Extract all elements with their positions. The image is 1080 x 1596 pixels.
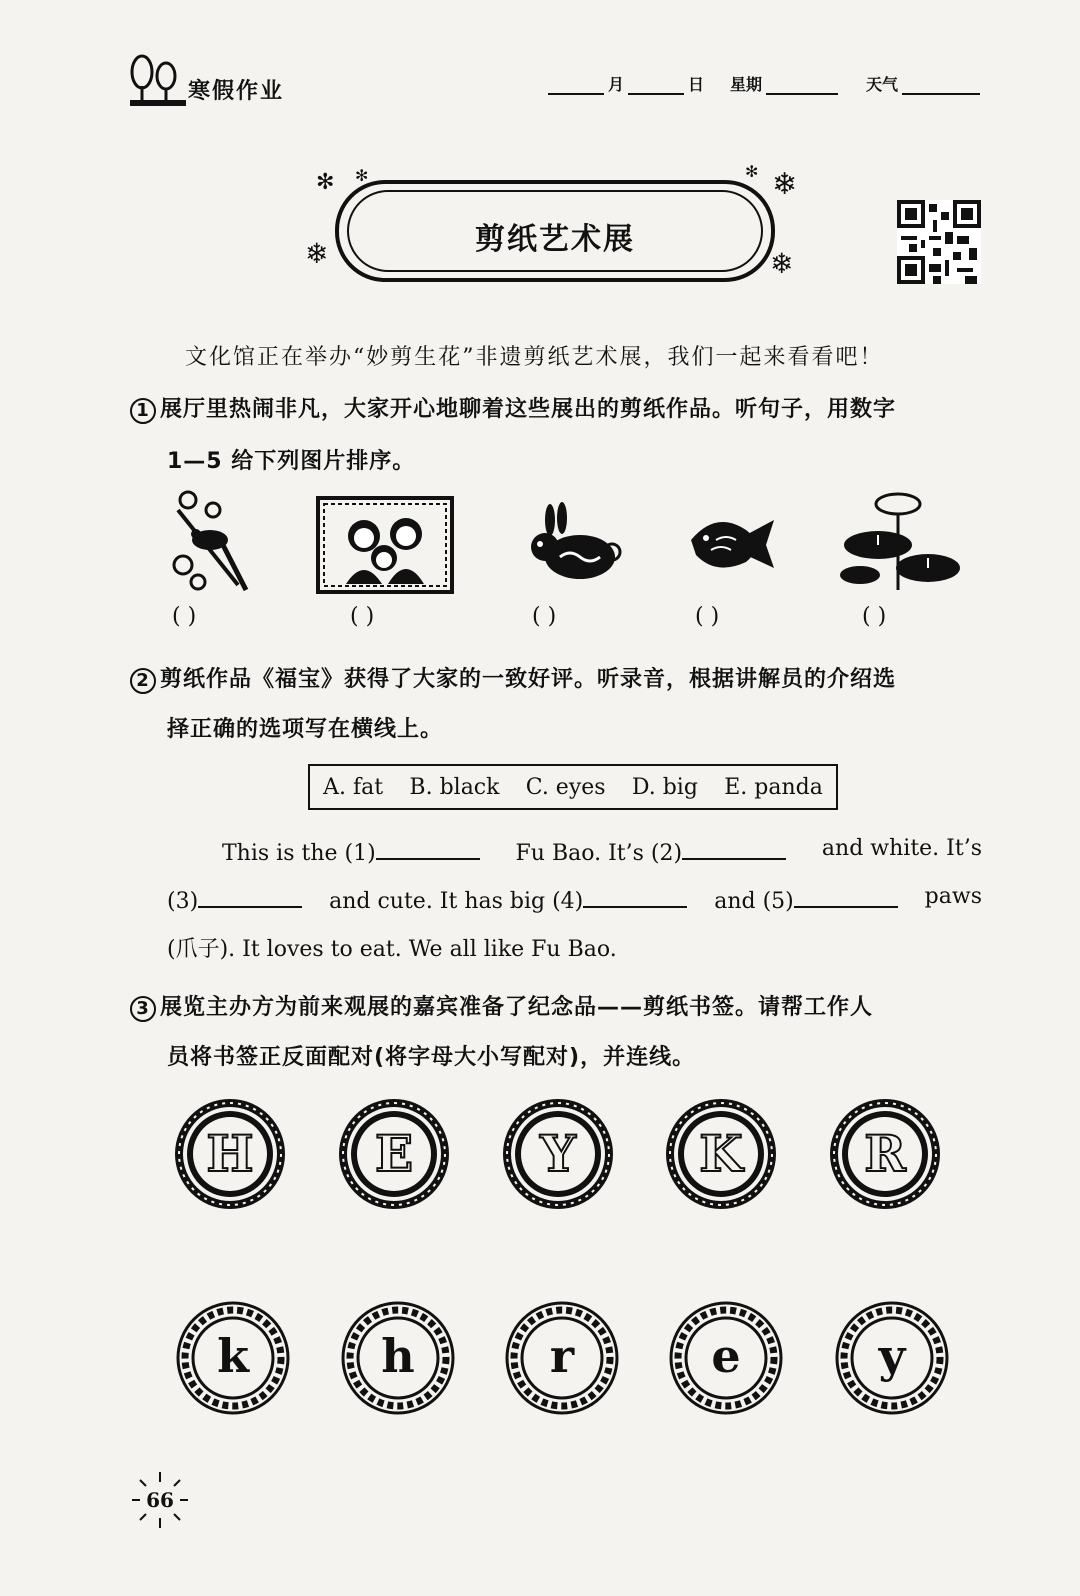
blank-2[interactable] (682, 836, 786, 860)
date-weather-line (548, 72, 980, 95)
q3-instruction-1: 展览主办方为前来观展的嘉宾准备了纪念品——剪纸书签。请帮工作人 (160, 995, 874, 1020)
q1-line1 (130, 392, 896, 424)
lower-letter-bookmark[interactable] (504, 1300, 620, 1416)
q2-number-badge: 2 (130, 668, 156, 694)
story-text: Fu Bao. It’s (2) (515, 841, 683, 866)
q1-answer-paren-3[interactable]: ( ) (532, 604, 557, 629)
page-title: 剪纸艺术展 (475, 222, 635, 257)
snowflake-icon: ❄ (770, 247, 794, 280)
bookmark-letter: Y (540, 1124, 576, 1183)
intro-text: 文化馆正在举办“妙剪生花”非遗剪纸艺术展，我们一起来看看吧！ (185, 345, 884, 370)
story-text: (3) (167, 889, 199, 914)
story-line-2 (167, 884, 982, 914)
lower-letter-bookmark[interactable] (834, 1300, 950, 1416)
bookmark-letter: h (381, 1329, 415, 1383)
story-text: and white. It’s (821, 836, 982, 861)
option-c: C. eyes (525, 774, 606, 800)
snowflake-icon: ❄ (772, 167, 798, 202)
day-blank (628, 75, 684, 95)
q2-instruction-2: 择正确的选项写在横线上。 (167, 717, 444, 742)
snowflake-icon: ❄ (305, 237, 329, 270)
upper-letter-bookmark[interactable] (663, 1096, 779, 1212)
weekday-label: 星期 (729, 75, 762, 94)
blank-5[interactable] (794, 884, 898, 908)
blank-3[interactable] (198, 884, 302, 908)
bookmark-letter: H (206, 1124, 254, 1183)
page-number: 66 (146, 1488, 174, 1512)
bookmark-letter: K (699, 1124, 743, 1183)
q1-number-badge: 1 (130, 398, 156, 424)
series-logo (128, 50, 328, 112)
option-d: D. big (631, 774, 698, 800)
lotus-papercut-picture (838, 490, 962, 594)
snowflake-icon: ✻ (355, 166, 369, 185)
snowflake-icon: ✻ (316, 170, 335, 195)
q1-answer-paren-2[interactable]: ( ) (350, 604, 375, 629)
month-label: 月 (607, 75, 624, 94)
upper-letter-bookmark[interactable] (827, 1096, 943, 1212)
story-text: paws (924, 884, 982, 909)
q1-answer-paren-5[interactable]: ( ) (862, 604, 887, 629)
q1-instruction-2: 1—5 给下列图片排序。 (167, 449, 416, 474)
q3-instruction-2: 员将书签正反面配对(将字母大小写配对)，并连线。 (167, 1045, 696, 1070)
family-papercut-picture (316, 496, 454, 594)
rabbit-papercut-picture (520, 502, 624, 586)
bird-papercut-picture (168, 490, 252, 594)
upper-letter-bookmark[interactable] (500, 1096, 616, 1212)
q2-instruction-1: 剪纸作品《福宝》获得了大家的一致好评。听录音，根据讲解员的介绍选 (160, 667, 897, 692)
page-number-badge (130, 1470, 190, 1530)
lower-letter-bookmark[interactable] (175, 1300, 291, 1416)
story-text: This is the (1) (222, 841, 376, 866)
q1-answer-paren-4[interactable]: ( ) (695, 604, 720, 629)
day-label: 日 (687, 75, 704, 94)
q1-instruction-1: 展厅里热闹非凡，大家开心地聊着这些展出的剪纸作品。听句子，用数字 (160, 397, 897, 422)
bookmark-letter: e (711, 1329, 741, 1383)
q2-options-box (308, 764, 838, 810)
story-text: and cute. It has big (4) (329, 889, 584, 914)
bookmark-letter: k (217, 1329, 249, 1383)
upper-letter-bookmark[interactable] (336, 1096, 452, 1212)
q3-line1 (130, 990, 873, 1022)
story-line-1 (222, 836, 982, 866)
option-b: B. black (409, 774, 500, 800)
story-text: and (5) (714, 889, 794, 914)
snowflake-icon: ✻ (745, 162, 759, 181)
weather-label: 天气 (865, 75, 898, 94)
series-title: 寒假作业 (188, 79, 285, 104)
bookmark-letter: r (549, 1329, 575, 1383)
blank-4[interactable] (583, 884, 687, 908)
title-banner (335, 180, 775, 282)
blank-1[interactable] (376, 836, 480, 860)
upper-letter-bookmark[interactable] (172, 1096, 288, 1212)
fish-papercut-picture (686, 510, 776, 576)
bookmark-letter: R (864, 1124, 906, 1183)
weekday-blank (766, 75, 838, 95)
bookmark-letter: y (878, 1329, 906, 1383)
tree-icon (128, 50, 188, 110)
story-line-3: (爪子). It loves to eat. We all like Fu Bao. (167, 937, 617, 962)
q2-line1 (130, 662, 896, 694)
option-a: A. fat (323, 774, 384, 800)
lower-letter-bookmark[interactable] (668, 1300, 784, 1416)
weather-blank (902, 75, 980, 95)
q1-answer-paren-1[interactable]: ( ) (172, 604, 197, 629)
month-blank (548, 75, 604, 95)
q3-number-badge: 3 (130, 996, 156, 1022)
option-e: E. panda (724, 774, 823, 800)
lower-letter-bookmark[interactable] (340, 1300, 456, 1416)
bookmark-letter: E (374, 1124, 414, 1183)
qr-code-icon[interactable] (897, 200, 981, 284)
